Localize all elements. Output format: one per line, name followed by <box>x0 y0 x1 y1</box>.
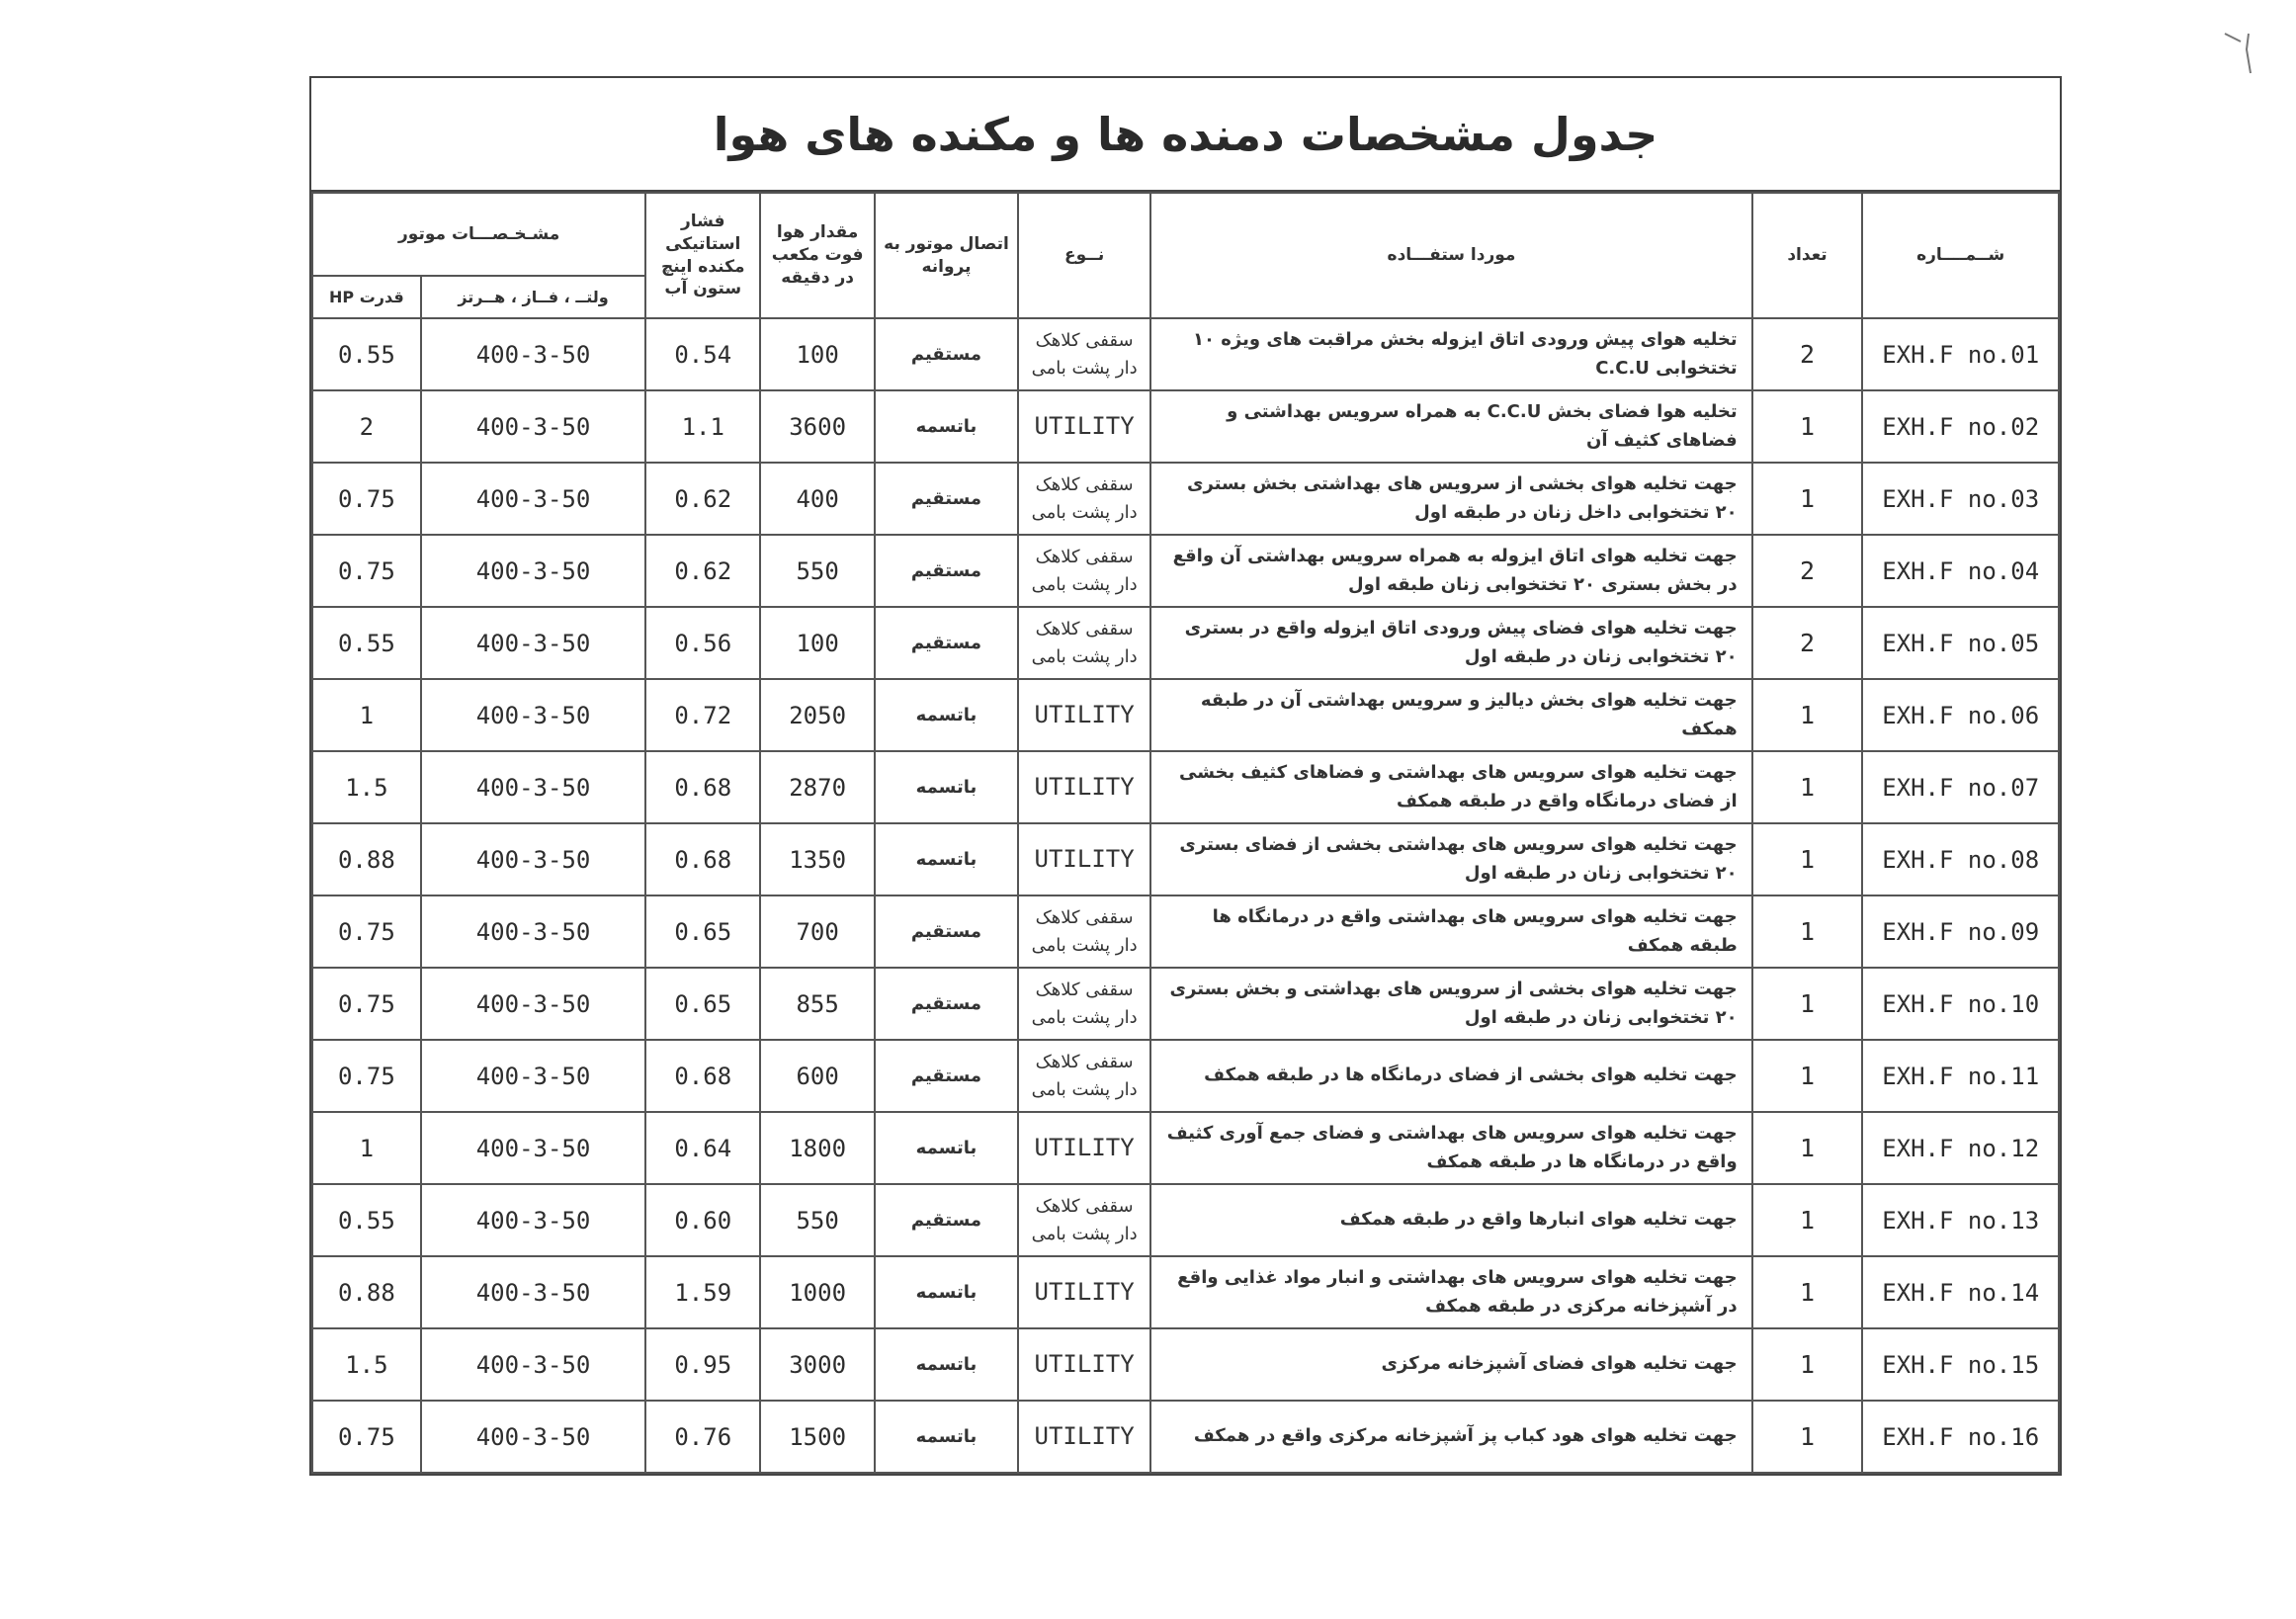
table-row <box>312 1040 2059 1112</box>
usage-cell: جهت تخلیه هوای بخشی از سرویس های بهداشتی بخش بستری ۲۰ تختخوابی داخل زنان در طبقه اول <box>1150 463 1751 535</box>
type-cell: UTILITY <box>1018 1328 1150 1401</box>
table-row <box>312 1401 2059 1473</box>
type-cell: UTILITY <box>1018 751 1150 823</box>
type-cell: UTILITY <box>1018 823 1150 895</box>
static-pressure-cell: 0.65 <box>645 968 760 1040</box>
fan-code-cell: EXH.F no.04 <box>1862 535 2059 607</box>
type-cell: سقفی کلاهک دار پشت بامی <box>1018 1184 1150 1256</box>
power-cell: 1 <box>312 679 421 751</box>
fan-code-cell: EXH.F no.16 <box>1862 1401 2059 1473</box>
fan-code-cell: EXH.F no.14 <box>1862 1256 2059 1328</box>
connection-cell: مستقیم <box>875 895 1018 968</box>
table-row <box>312 679 2059 751</box>
table-row <box>312 1184 2059 1256</box>
usage-cell: جهت تخلیه هوای سرویس های بهداشتی و انبار مواد غذایی واقع در آشپزخانه مرکزی در طبقه همکف <box>1150 1256 1751 1328</box>
power-cell: 0.75 <box>312 968 421 1040</box>
header-code: شــمــــاره <box>1862 193 2059 318</box>
usage-cell: جهت تخلیه هوای سرویس های بهداشتی بخشی از فضای بستری ۲۰ تختخوابی زنان در طبقه اول <box>1150 823 1751 895</box>
count-cell: 1 <box>1752 1040 1863 1112</box>
table-row <box>312 823 2059 895</box>
table-row <box>312 607 2059 679</box>
connection-cell: باتسمه <box>875 1112 1018 1184</box>
electrical-cell: 400-3-50 <box>421 1256 646 1328</box>
power-cell: 0.75 <box>312 895 421 968</box>
table-row <box>312 1112 2059 1184</box>
connection-cell: مستقیم <box>875 1184 1018 1256</box>
power-cell: 0.55 <box>312 318 421 390</box>
connection-cell: باتسمه <box>875 679 1018 751</box>
electrical-cell: 400-3-50 <box>421 318 646 390</box>
count-cell: 1 <box>1752 895 1863 968</box>
count-cell: 1 <box>1752 968 1863 1040</box>
count-cell: 1 <box>1752 390 1863 463</box>
type-cell: سقفی کلاهک دار پشت بامی <box>1018 463 1150 535</box>
header-airflow: مقدار هوا فوت مکعب در دقیقه <box>760 193 875 318</box>
header-usage: موردا ستفـــاده <box>1150 193 1751 318</box>
static-pressure-cell: 0.65 <box>645 895 760 968</box>
airflow-cell: 100 <box>760 607 875 679</box>
count-cell: 2 <box>1752 535 1863 607</box>
fan-code-cell: EXH.F no.08 <box>1862 823 2059 895</box>
power-cell: 1.5 <box>312 751 421 823</box>
connection-cell: مستقیم <box>875 463 1018 535</box>
electrical-cell: 400-3-50 <box>421 1328 646 1401</box>
header-row <box>312 193 2059 276</box>
usage-cell: جهت تخلیه هوای بخشی از سرویس های بهداشتی و بخش بستری ۲۰ تختخوابی زنان در طبقه اول <box>1150 968 1751 1040</box>
count-cell: 1 <box>1752 1256 1863 1328</box>
fan-code-cell: EXH.F no.03 <box>1862 463 2059 535</box>
table-row <box>312 1328 2059 1401</box>
connection-cell: باتسمه <box>875 1256 1018 1328</box>
usage-cell: جهت تخلیه هوای سرویس های بهداشتی و فضاهای کثیف بخشی از فضای درمانگاه واقع در طبقه همکف <box>1150 751 1751 823</box>
electrical-cell: 400-3-50 <box>421 968 646 1040</box>
fan-code-cell: EXH.F no.06 <box>1862 679 2059 751</box>
table-row <box>312 535 2059 607</box>
header-power-label: قدرت <box>359 287 404 306</box>
count-cell: 1 <box>1752 463 1863 535</box>
fan-code-cell: EXH.F no.07 <box>1862 751 2059 823</box>
static-pressure-cell: 0.54 <box>645 318 760 390</box>
header-motor-specs: مشـخـصـــات موتور <box>312 193 645 276</box>
usage-cell: جهت تخلیه هوای سرویس های بهداشتی واقع در درمانگاه ها طبقه همکف <box>1150 895 1751 968</box>
static-pressure-cell: 0.68 <box>645 1040 760 1112</box>
electrical-cell: 400-3-50 <box>421 823 646 895</box>
static-pressure-cell: 0.68 <box>645 751 760 823</box>
fan-code-cell: EXH.F no.09 <box>1862 895 2059 968</box>
count-cell: 1 <box>1752 1112 1863 1184</box>
power-cell: 0.55 <box>312 607 421 679</box>
type-cell: UTILITY <box>1018 390 1150 463</box>
fan-code-cell: EXH.F no.01 <box>1862 318 2059 390</box>
page-title: جدول مشخصات دمنده ها و مکنده های هوا <box>311 78 2060 192</box>
usage-cell: جهت تخلیه هوای هود کباب پز آشپزخانه مرکزی واقع در همکف <box>1150 1401 1751 1473</box>
count-cell: 1 <box>1752 1328 1863 1401</box>
fan-code-cell: EXH.F no.02 <box>1862 390 2059 463</box>
header-type: نــوع <box>1018 193 1150 318</box>
electrical-cell: 400-3-50 <box>421 1040 646 1112</box>
static-pressure-cell: 0.72 <box>645 679 760 751</box>
airflow-cell: 100 <box>760 318 875 390</box>
header-static-pressure: فشار استاتیکی مکنده اینچ ستون آب <box>645 193 760 318</box>
table-row <box>312 968 2059 1040</box>
connection-cell: باتسمه <box>875 751 1018 823</box>
airflow-cell: 700 <box>760 895 875 968</box>
electrical-cell: 400-3-50 <box>421 751 646 823</box>
table-row <box>312 751 2059 823</box>
connection-cell: باتسمه <box>875 1328 1018 1401</box>
fan-code-cell: EXH.F no.13 <box>1862 1184 2059 1256</box>
table-row <box>312 895 2059 968</box>
power-cell: 0.88 <box>312 1256 421 1328</box>
electrical-cell: 400-3-50 <box>421 390 646 463</box>
connection-cell: مستقیم <box>875 318 1018 390</box>
count-cell: 1 <box>1752 1401 1863 1473</box>
airflow-cell: 1800 <box>760 1112 875 1184</box>
power-cell: 1 <box>312 1112 421 1184</box>
usage-cell: جهت تخلیه هوای بخشی از فضای درمانگاه ها در طبقه همکف <box>1150 1040 1751 1112</box>
type-cell: UTILITY <box>1018 1256 1150 1328</box>
airflow-cell: 600 <box>760 1040 875 1112</box>
static-pressure-cell: 0.64 <box>645 1112 760 1184</box>
connection-cell: مستقیم <box>875 968 1018 1040</box>
type-cell: UTILITY <box>1018 1401 1150 1473</box>
connection-cell: مستقیم <box>875 607 1018 679</box>
electrical-cell: 400-3-50 <box>421 463 646 535</box>
airflow-cell: 3000 <box>760 1328 875 1401</box>
electrical-cell: 400-3-50 <box>421 607 646 679</box>
static-pressure-cell: 0.68 <box>645 823 760 895</box>
airflow-cell: 1350 <box>760 823 875 895</box>
header-connection: اتصال موتور به پروانه <box>875 193 1018 318</box>
electrical-cell: 400-3-50 <box>421 1184 646 1256</box>
electrical-cell: 400-3-50 <box>421 535 646 607</box>
header-power <box>312 276 421 318</box>
power-cell: 1.5 <box>312 1328 421 1401</box>
airflow-cell: 1000 <box>760 1256 875 1328</box>
type-cell: UTILITY <box>1018 1112 1150 1184</box>
airflow-cell: 2050 <box>760 679 875 751</box>
static-pressure-cell: 0.95 <box>645 1328 760 1401</box>
usage-cell: جهت تخلیه هوای اتاق ایزوله به همراه سرویس بهداشتی آن واقع در بخش بستری ۲۰ تختخوابی زنان طبقه اول <box>1150 535 1751 607</box>
static-pressure-cell: 0.56 <box>645 607 760 679</box>
header-count: تعداد <box>1752 193 1863 318</box>
type-cell: سقفی کلاهک دار پشت بامی <box>1018 535 1150 607</box>
type-cell: سقفی کلاهک دار پشت بامی <box>1018 968 1150 1040</box>
static-pressure-cell: 0.60 <box>645 1184 760 1256</box>
table-body <box>312 318 2059 1473</box>
type-cell: سقفی کلاهک دار پشت بامی <box>1018 895 1150 968</box>
connection-cell: باتسمه <box>875 823 1018 895</box>
electrical-cell: 400-3-50 <box>421 679 646 751</box>
static-pressure-cell: 0.62 <box>645 535 760 607</box>
count-cell: 1 <box>1752 679 1863 751</box>
table-row <box>312 463 2059 535</box>
power-cell: 0.75 <box>312 463 421 535</box>
airflow-cell: 550 <box>760 535 875 607</box>
connection-cell: باتسمه <box>875 1401 1018 1473</box>
type-cell: سقفی کلاهک دار پشت بامی <box>1018 607 1150 679</box>
power-cell: 0.75 <box>312 535 421 607</box>
airflow-cell: 855 <box>760 968 875 1040</box>
usage-cell: تخلیه هوا فضای بخش C.C.U به همراه سرویس بهداشتی و فضاهای کثیف آن <box>1150 390 1751 463</box>
electrical-cell: 400-3-50 <box>421 1401 646 1473</box>
connection-cell: مستقیم <box>875 1040 1018 1112</box>
usage-cell: جهت تخلیه هوای انبارها واقع در طبقه همکف <box>1150 1184 1751 1256</box>
airflow-cell: 550 <box>760 1184 875 1256</box>
count-cell: 2 <box>1752 318 1863 390</box>
corner-scan-mark <box>2221 28 2256 77</box>
table-row <box>312 390 2059 463</box>
table-row <box>312 318 2059 390</box>
static-pressure-cell: 0.76 <box>645 1401 760 1473</box>
count-cell: 2 <box>1752 607 1863 679</box>
fan-code-cell: EXH.F no.15 <box>1862 1328 2059 1401</box>
fan-spec-table <box>311 192 2060 1474</box>
type-cell: UTILITY <box>1018 679 1150 751</box>
header-power-unit: HP <box>329 287 355 306</box>
type-cell: سقفی کلاهک دار پشت بامی <box>1018 1040 1150 1112</box>
usage-cell: جهت تخلیه هوای بخش دیالیز و سرویس بهداشتی آن در طبقه همکف <box>1150 679 1751 751</box>
electrical-cell: 400-3-50 <box>421 895 646 968</box>
power-cell: 0.55 <box>312 1184 421 1256</box>
count-cell: 1 <box>1752 1184 1863 1256</box>
fan-code-cell: EXH.F no.11 <box>1862 1040 2059 1112</box>
static-pressure-cell: 1.1 <box>645 390 760 463</box>
electrical-cell: 400-3-50 <box>421 1112 646 1184</box>
spec-sheet <box>309 76 2062 1476</box>
power-cell: 2 <box>312 390 421 463</box>
power-cell: 0.75 <box>312 1040 421 1112</box>
static-pressure-cell: 0.62 <box>645 463 760 535</box>
count-cell: 1 <box>1752 751 1863 823</box>
usage-cell: جهت تخلیه هوای سرویس های بهداشتی و فضای جمع آوری کثیف واقع در درمانگاه ها در طبقه همکف <box>1150 1112 1751 1184</box>
usage-cell: تخلیه هوای پیش ورودی اتاق ایزوله بخش مراقبت های ویژه ۱۰ تختخوابی C.C.U <box>1150 318 1751 390</box>
count-cell: 1 <box>1752 823 1863 895</box>
power-cell: 0.75 <box>312 1401 421 1473</box>
airflow-cell: 3600 <box>760 390 875 463</box>
airflow-cell: 1500 <box>760 1401 875 1473</box>
airflow-cell: 400 <box>760 463 875 535</box>
fan-code-cell: EXH.F no.12 <box>1862 1112 2059 1184</box>
airflow-cell: 2870 <box>760 751 875 823</box>
power-cell: 0.88 <box>312 823 421 895</box>
connection-cell: مستقیم <box>875 535 1018 607</box>
header-electrical: ولتــ ، فــاز ، هــرتز <box>421 276 646 318</box>
connection-cell: باتسمه <box>875 390 1018 463</box>
table-row <box>312 1256 2059 1328</box>
static-pressure-cell: 1.59 <box>645 1256 760 1328</box>
usage-cell: جهت تخلیه هوای فضای آشپزخانه مرکزی <box>1150 1328 1751 1401</box>
fan-code-cell: EXH.F no.10 <box>1862 968 2059 1040</box>
type-cell: سقفی کلاهک دار پشت بامی <box>1018 318 1150 390</box>
usage-cell: جهت تخلیه هوای فضای پیش ورودی اتاق ایزوله واقع در بستری ۲۰ تختخوابی زنان در طبقه اول <box>1150 607 1751 679</box>
fan-code-cell: EXH.F no.05 <box>1862 607 2059 679</box>
